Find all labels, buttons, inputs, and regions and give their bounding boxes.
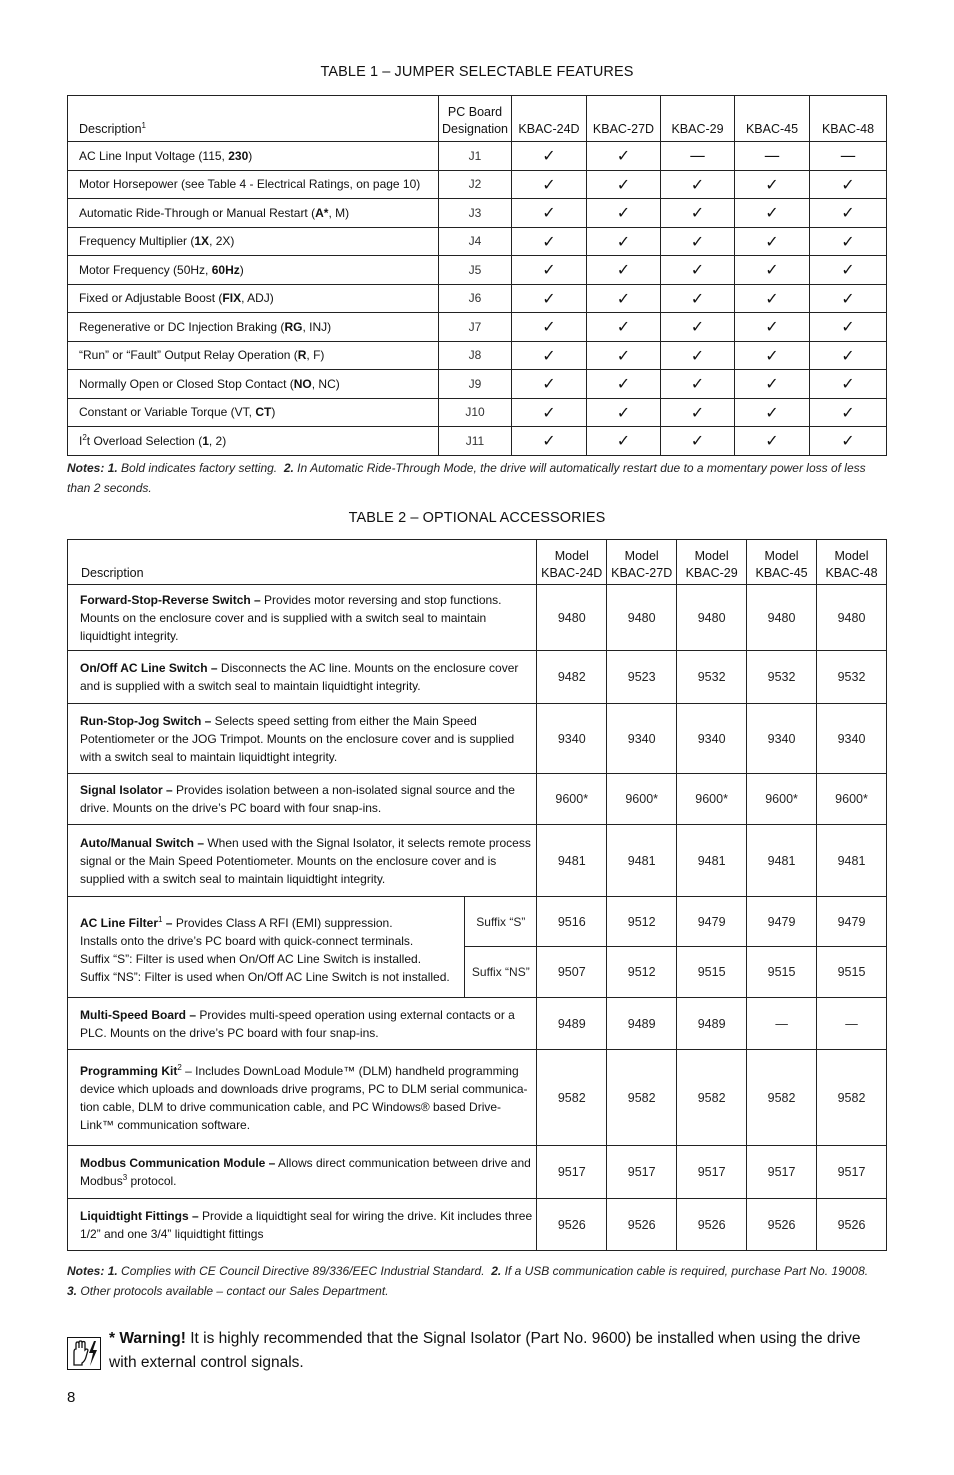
support-mark: ✓ bbox=[661, 313, 735, 342]
part-number: 9526 bbox=[677, 1199, 747, 1251]
support-mark: ✓ bbox=[587, 398, 661, 427]
part-number: 9582 bbox=[607, 1050, 677, 1146]
support-mark: ✓ bbox=[661, 370, 735, 399]
table1-header-model: KBAC-48 bbox=[810, 96, 887, 142]
jumper-designation: J1 bbox=[439, 142, 512, 171]
part-number: 9526 bbox=[537, 1199, 607, 1251]
part-number: 9515 bbox=[677, 947, 747, 998]
support-mark: ✓ bbox=[810, 427, 887, 456]
support-mark: ✓ bbox=[587, 341, 661, 370]
accessory-description: Modbus Communication Module – Allows direct communication between drive and Modbus$^3$ protocol. bbox=[68, 1146, 537, 1199]
table2-optional-accessories bbox=[67, 539, 887, 1251]
part-number: 9480 bbox=[677, 585, 747, 651]
part-number: 9480 bbox=[747, 585, 817, 651]
part-number: 9480 bbox=[607, 585, 677, 651]
feature-description: Regenerative or DC Injection Braking (RG, INJ) bbox=[68, 313, 439, 342]
warning-text: * Warning! It is highly recommended that the Signal Isolator (Part No. 9600) be installed when using the drive with external control signals. bbox=[109, 1330, 861, 1371]
table1-row bbox=[68, 256, 887, 285]
table1-header-model: KBAC-29 bbox=[661, 96, 735, 142]
feature-description: Motor Frequency (50Hz, 60Hz) bbox=[68, 256, 439, 285]
support-mark: ✓ bbox=[587, 313, 661, 342]
filter-suffix-label: Suffix “NS” bbox=[465, 947, 537, 998]
feature-description: $I^2t$ Overload Selection (1, 2) bbox=[68, 427, 439, 456]
accessory-description: Programming Kit$^2$ – Includes DownLoad Module™ (DLM) handheld programming device which uploads and downloads drive programs, PC to DLM serial communica-tion cable, DLM to drive communication cable, and PC Windows® based Drive-Link™ communication software. bbox=[68, 1050, 537, 1146]
support-mark: ✓ bbox=[587, 170, 661, 199]
table2-title: TABLE 2 – OPTIONAL ACCESSORIES bbox=[348, 510, 606, 526]
support-mark: ✓ bbox=[810, 199, 887, 228]
table2-row bbox=[68, 998, 887, 1050]
part-number: 9517 bbox=[607, 1146, 677, 1199]
support-mark: ✓ bbox=[810, 284, 887, 313]
table1-row bbox=[68, 313, 887, 342]
support-mark: ✓ bbox=[735, 313, 810, 342]
support-mark: ✓ bbox=[512, 199, 587, 228]
table1-row bbox=[68, 142, 887, 171]
support-mark: ✓ bbox=[810, 170, 887, 199]
table2-header-description: Description bbox=[68, 540, 537, 585]
part-number: 9526 bbox=[747, 1199, 817, 1251]
accessory-description: Forward-Stop-Reverse Switch – Provides motor reversing and stop functions. Mounts on the enclosure cover and is supplied with a switch seal to maintain liquidtight integrity. bbox=[68, 585, 537, 651]
part-number: 9517 bbox=[677, 1146, 747, 1199]
support-mark: ✓ bbox=[810, 370, 887, 399]
table2-row bbox=[68, 1146, 887, 1199]
support-mark: ✓ bbox=[512, 170, 587, 199]
table1-header-description: Description$^1$ bbox=[68, 96, 439, 142]
table2-header-model: Model KBAC-29 bbox=[677, 540, 747, 585]
support-mark: ✓ bbox=[661, 199, 735, 228]
table1-row bbox=[68, 427, 887, 456]
part-number: 9600* bbox=[607, 774, 677, 825]
table2-header-model: Model KBAC-48 bbox=[817, 540, 887, 585]
table1-header-model: KBAC-45 bbox=[735, 96, 810, 142]
accessory-description: Multi-Speed Board – Provides multi-speed operation using external contacts or a PLC. Mounts on the drive’s PC board with four snap-ins. bbox=[68, 998, 537, 1050]
table1-row bbox=[68, 199, 887, 228]
feature-description: “Run” or “Fault” Output Relay Operation (R, F) bbox=[68, 341, 439, 370]
part-number: 9340 bbox=[677, 704, 747, 774]
table2-row bbox=[68, 825, 887, 897]
support-mark: ✓ bbox=[735, 398, 810, 427]
jumper-designation: J7 bbox=[439, 313, 512, 342]
feature-description: Normally Open or Closed Stop Contact (NO, NC) bbox=[68, 370, 439, 399]
part-number: — bbox=[817, 998, 887, 1050]
table1-row bbox=[68, 398, 887, 427]
table1-row bbox=[68, 370, 887, 399]
table1-row bbox=[68, 284, 887, 313]
feature-description: Fixed or Adjustable Boost (FIX, ADJ) bbox=[68, 284, 439, 313]
part-number: 9512 bbox=[607, 947, 677, 998]
table1-header-designation: PC Board Designation bbox=[439, 96, 512, 142]
support-mark: ✓ bbox=[735, 341, 810, 370]
support-mark: ✓ bbox=[587, 256, 661, 285]
support-mark: ✓ bbox=[512, 313, 587, 342]
part-number: 9482 bbox=[537, 651, 607, 704]
part-number: 9582 bbox=[677, 1050, 747, 1146]
support-mark: ✓ bbox=[661, 256, 735, 285]
part-number: 9582 bbox=[747, 1050, 817, 1146]
jumper-designation: J9 bbox=[439, 370, 512, 399]
support-mark: ✓ bbox=[512, 398, 587, 427]
part-number: 9512 bbox=[607, 897, 677, 947]
part-number: 9532 bbox=[747, 651, 817, 704]
table1-header-row bbox=[68, 96, 887, 142]
part-number: 9340 bbox=[537, 704, 607, 774]
part-number: 9517 bbox=[817, 1146, 887, 1199]
support-mark: ✓ bbox=[587, 284, 661, 313]
jumper-designation: J5 bbox=[439, 256, 512, 285]
table1-header-model: KBAC-24D bbox=[512, 96, 587, 142]
part-number: 9600* bbox=[677, 774, 747, 825]
part-number: 9479 bbox=[677, 897, 747, 947]
part-number: 9479 bbox=[817, 897, 887, 947]
support-mark: ✓ bbox=[512, 284, 587, 313]
support-mark: ✓ bbox=[661, 341, 735, 370]
support-mark: ✓ bbox=[512, 427, 587, 456]
support-mark: ✓ bbox=[512, 227, 587, 256]
accessory-description: AC Line Filter$^1$ – Provides Class A RFI (EMI) suppression. Installs onto the drive’s PC board with quick-connect terminals. Suffix “S”: Filter is used when On/Off AC Line Switch is installed. Suffix “NS”: Filter is used when On/Off AC Line Switch is not installed. bbox=[68, 897, 465, 998]
support-mark: ✓ bbox=[735, 256, 810, 285]
table2-row bbox=[68, 774, 887, 825]
part-number: 9532 bbox=[817, 651, 887, 704]
part-number: 9582 bbox=[537, 1050, 607, 1146]
support-mark: ✓ bbox=[735, 370, 810, 399]
support-mark: ✓ bbox=[810, 256, 887, 285]
table1-row bbox=[68, 170, 887, 199]
table2-row bbox=[68, 585, 887, 651]
table2-row bbox=[68, 1199, 887, 1251]
part-number: 9600* bbox=[817, 774, 887, 825]
filter-suffix-label: Suffix “S” bbox=[465, 897, 537, 947]
part-number: 9340 bbox=[817, 704, 887, 774]
part-number: 9507 bbox=[537, 947, 607, 998]
part-number: 9532 bbox=[677, 651, 747, 704]
support-mark: ✓ bbox=[587, 142, 661, 171]
part-number: 9515 bbox=[817, 947, 887, 998]
part-number: 9517 bbox=[537, 1146, 607, 1199]
support-mark: ✓ bbox=[810, 313, 887, 342]
part-number: 9480 bbox=[537, 585, 607, 651]
part-number: 9489 bbox=[607, 998, 677, 1050]
table2-row-filter-s bbox=[68, 897, 887, 947]
part-number: 9481 bbox=[817, 825, 887, 897]
support-mark: ✓ bbox=[512, 256, 587, 285]
table2-row bbox=[68, 1050, 887, 1146]
part-number: 9480 bbox=[817, 585, 887, 651]
page-number: 8 bbox=[67, 1389, 76, 1406]
part-number: 9481 bbox=[537, 825, 607, 897]
part-number: 9489 bbox=[537, 998, 607, 1050]
feature-description: Frequency Multiplier (1X, 2X) bbox=[68, 227, 439, 256]
jumper-designation: J2 bbox=[439, 170, 512, 199]
part-number: 9517 bbox=[747, 1146, 817, 1199]
accessory-description: Run-Stop-Jog Switch – Selects speed setting from either the Main Speed Potentiometer or the JOG Trimpot. Mounts on the enclosure cover and is supplied with a switch seal to maintain liquidtight integrity. bbox=[68, 704, 537, 774]
table1-jumper-features bbox=[67, 95, 887, 456]
jumper-designation: J10 bbox=[439, 398, 512, 427]
jumper-designation: J3 bbox=[439, 199, 512, 228]
table1-row bbox=[68, 341, 887, 370]
support-mark: ✓ bbox=[735, 170, 810, 199]
support-mark: ✓ bbox=[810, 398, 887, 427]
support-mark: ✓ bbox=[735, 284, 810, 313]
jumper-designation: J4 bbox=[439, 227, 512, 256]
support-mark: ✓ bbox=[587, 370, 661, 399]
table2-header-model: Model KBAC-24D bbox=[537, 540, 607, 585]
support-mark: — bbox=[661, 142, 735, 171]
part-number: 9582 bbox=[817, 1050, 887, 1146]
accessory-description: Liquidtight Fittings – Provide a liquidtight seal for wiring the drive. Kit includes three 1/2” and one 3/4” liquidtight fittings bbox=[68, 1199, 537, 1251]
part-number: 9479 bbox=[747, 897, 817, 947]
part-number: 9526 bbox=[817, 1199, 887, 1251]
support-mark: ✓ bbox=[512, 370, 587, 399]
jumper-designation: J11 bbox=[439, 427, 512, 456]
part-number: 9526 bbox=[607, 1199, 677, 1251]
table1-notes: Notes: 1. Bold indicates factory setting. 2. In Automatic Ride-Through Mode, the drive will automatically restart due to a momentary power loss of less than 2 seconds. bbox=[67, 461, 866, 495]
support-mark: ✓ bbox=[512, 341, 587, 370]
support-mark: ✓ bbox=[735, 227, 810, 256]
support-mark: ✓ bbox=[661, 427, 735, 456]
table2-row bbox=[68, 651, 887, 704]
table2-header-row bbox=[68, 540, 887, 585]
feature-description: Constant or Variable Torque (VT, CT) bbox=[68, 398, 439, 427]
feature-description: Automatic Ride-Through or Manual Restart (A*, M) bbox=[68, 199, 439, 228]
part-number: 9600* bbox=[537, 774, 607, 825]
part-number: — bbox=[747, 998, 817, 1050]
support-mark: ✓ bbox=[661, 398, 735, 427]
part-number: 9481 bbox=[607, 825, 677, 897]
part-number: 9489 bbox=[677, 998, 747, 1050]
support-mark: ✓ bbox=[735, 427, 810, 456]
support-mark: ✓ bbox=[587, 227, 661, 256]
support-mark: ✓ bbox=[810, 227, 887, 256]
part-number: 9600* bbox=[747, 774, 817, 825]
accessory-description: Auto/Manual Switch – When used with the Signal Isolator, it selects remote process signal or the Main Speed Potentiometer. Mounts on the enclosure cover and is supplied with a switch seal to maintain liquidtight integrity. bbox=[68, 825, 537, 897]
table1-row bbox=[68, 227, 887, 256]
jumper-designation: J8 bbox=[439, 341, 512, 370]
part-number: 9481 bbox=[677, 825, 747, 897]
part-number: 9481 bbox=[747, 825, 817, 897]
support-mark: — bbox=[810, 142, 887, 171]
table2-header-model: Model KBAC-45 bbox=[747, 540, 817, 585]
support-mark: ✓ bbox=[810, 341, 887, 370]
accessory-description: Signal Isolator – Provides isolation between a non-isolated signal source and the drive. Mounts on the drive’s PC board with four snap-ins. bbox=[68, 774, 537, 825]
part-number: 9340 bbox=[607, 704, 677, 774]
table2-header-model: Model KBAC-27D bbox=[607, 540, 677, 585]
accessory-description: On/Off AC Line Switch – Disconnects the AC line. Mounts on the enclosure cover and is supplied with a switch seal to maintain liquidtight integrity. bbox=[68, 651, 537, 704]
support-mark: ✓ bbox=[661, 227, 735, 256]
support-mark: ✓ bbox=[512, 142, 587, 171]
table1-header-model: KBAC-27D bbox=[587, 96, 661, 142]
support-mark: ✓ bbox=[661, 284, 735, 313]
support-mark: — bbox=[735, 142, 810, 171]
support-mark: ✓ bbox=[735, 199, 810, 228]
part-number: 9523 bbox=[607, 651, 677, 704]
part-number: 9516 bbox=[537, 897, 607, 947]
support-mark: ✓ bbox=[587, 199, 661, 228]
support-mark: ✓ bbox=[661, 170, 735, 199]
part-number: 9515 bbox=[747, 947, 817, 998]
feature-description: Motor Horsepower (see Table 4 - Electrical Ratings, on page 10) bbox=[68, 170, 439, 199]
table2-row bbox=[68, 704, 887, 774]
part-number: 9340 bbox=[747, 704, 817, 774]
warning-hand-lightning-icon bbox=[67, 1337, 101, 1370]
support-mark: ✓ bbox=[587, 427, 661, 456]
table1-title: TABLE 1 – JUMPER SELECTABLE FEATURES bbox=[320, 64, 634, 80]
feature-description: AC Line Input Voltage (115, 230) bbox=[68, 142, 439, 171]
table2-notes: Notes: 1. Complies with CE Council Directive 89/336/EEC Industrial Standard. 2. If a USB communication cable is required, purchase Part No. 19008. 3. Other protocols available – contact our Sales Department. bbox=[67, 1264, 869, 1298]
jumper-designation: J6 bbox=[439, 284, 512, 313]
